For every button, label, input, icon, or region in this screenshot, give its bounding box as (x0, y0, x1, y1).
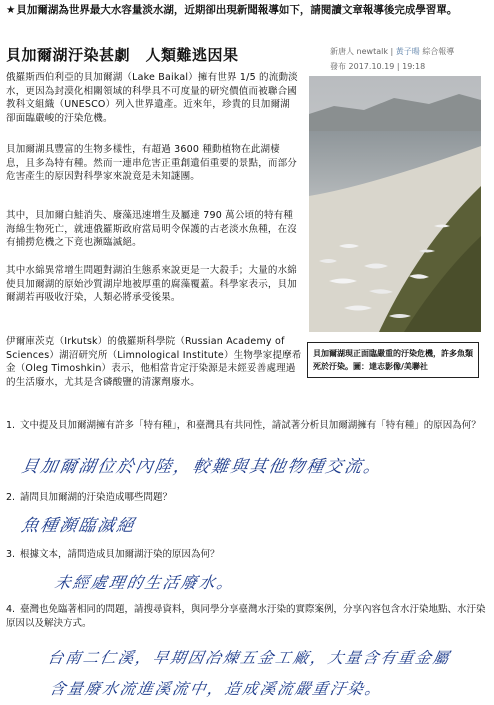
photo-caption: 貝加爾湖現正面臨嚴重的汙染危機，許多魚類死於汙染。圖：達志影像/美聯社 (307, 342, 479, 378)
article-paragraph-4: 其中水綿異常增生問題對湖泊生態系來說更是一大殺手；大量的水綿使貝加爾湖的原始沙質湖岸地被厚重的腐藻覆蓋。科學家表示，貝加爾湖若再吸收汙染，人類必將承受後果。 (6, 265, 298, 303)
article-meta (330, 44, 490, 74)
article-paragraph-3: 其中，貝加爾白鮭消失、廢藻迅速增生及屬達 790 萬公頃的特有種海綿生物死亡，就連俄羅斯政府當局明令保護的古老淡水魚種，在沒有捕撈危機之下竟也瀕臨滅絕。 (6, 210, 298, 248)
question-number: 2. (6, 492, 16, 503)
question-text: 根據文本，請問造成貝加爾湖汙染的原因為何？ (20, 549, 220, 560)
article-paragraph-5: 伊爾庫茨克（Irkutsk）的俄羅斯科學院（Russian Academy of Sciences）湖沼研究所（Limnological Institute）生物學家提摩希金（Oleg Timoshkin）表示，他相當肯定汙染源是未經妥善處理過的生活廢水，尤其是含磷酸鹽的清潔劑廢水。 (6, 336, 302, 388)
question-number: 4. (6, 604, 16, 615)
article-headline: 貝加爾湖汙染甚劇 人類難逃因果 (6, 46, 239, 64)
author-name[interactable]: 黃子暘 (395, 47, 420, 56)
article-paragraph-1: 俄羅斯西伯利亞的貝加爾湖（Lake Baikal）擁有世界 1/5 的流動淡水，更因為封漠化相關領域的科學具不可度量的研究價值而被聯合國教科文組織（UNESCO）列入世界遺產。近來年，珍貴的貝加爾湖卻面臨嚴峻的汙染危機。 (6, 72, 298, 124)
publish-time: 發布 2017.10.19 | 19:18 (330, 62, 426, 71)
instructions-text: 貝加爾湖為世界最大水容量淡水湖，近期卻出現新聞報導如下，請閱讀文章報導後完成學習單。 (16, 4, 458, 16)
question-text: 文中提及貝加爾湖擁有許多「特有種」，和臺灣具有共同性，請試著分析貝加爾湖擁有「特有種」的原因為何？ (20, 420, 481, 431)
worksheet-instructions (6, 3, 490, 17)
dead-fish-shore-image (309, 76, 481, 332)
section-label: 綜合報導 (422, 47, 455, 56)
star-icon: ★ (6, 4, 16, 16)
question-text: 請問貝加爾湖的汙染造成哪些問題？ (20, 492, 173, 503)
question-number: 3. (6, 549, 16, 560)
answer-4-handwriting-line-1[interactable]: 台南二仁溪，早期因冶煉五金工廠，大量含有重金屬 (46, 649, 452, 667)
byline: 新唐人 newtalk | 黃子暘 綜合報導 (330, 47, 455, 56)
question-number: 1. (6, 420, 16, 431)
question-text: 臺灣也免臨著相同的問題，請搜尋資料，與同學分享臺灣水汙染的實際案例，分享內容包含水汙染地點、水汙染原因以及解決方式。 (6, 604, 486, 629)
news-source[interactable]: 新唐人 newtalk (330, 47, 388, 56)
answer-3-handwriting[interactable]: 未經處理的生活廢水。 (53, 573, 237, 592)
question-4 (6, 603, 486, 631)
answer-2-handwriting[interactable]: 魚種瀕臨滅絕 (19, 516, 138, 536)
question-1 (6, 419, 486, 433)
article-photo (309, 76, 481, 332)
answer-1-handwriting[interactable]: 貝加爾湖位於內陸，較難與其他物種交流。 (19, 457, 385, 477)
answer-4-handwriting-line-2[interactable]: 含量廢水流進溪流中，造成溪流嚴重汙染。 (48, 680, 384, 698)
question-2 (6, 491, 486, 505)
article-paragraph-2: 貝加爾湖具豐富的生物多樣性，有超過 3600 種動植物在此湖棲息，且多為特有種。然而一連串危害正重創遺佰重要的景點，而部分危害產生的原因對科學家來說竟是未知謎團。 (6, 144, 298, 182)
question-3 (6, 548, 486, 562)
